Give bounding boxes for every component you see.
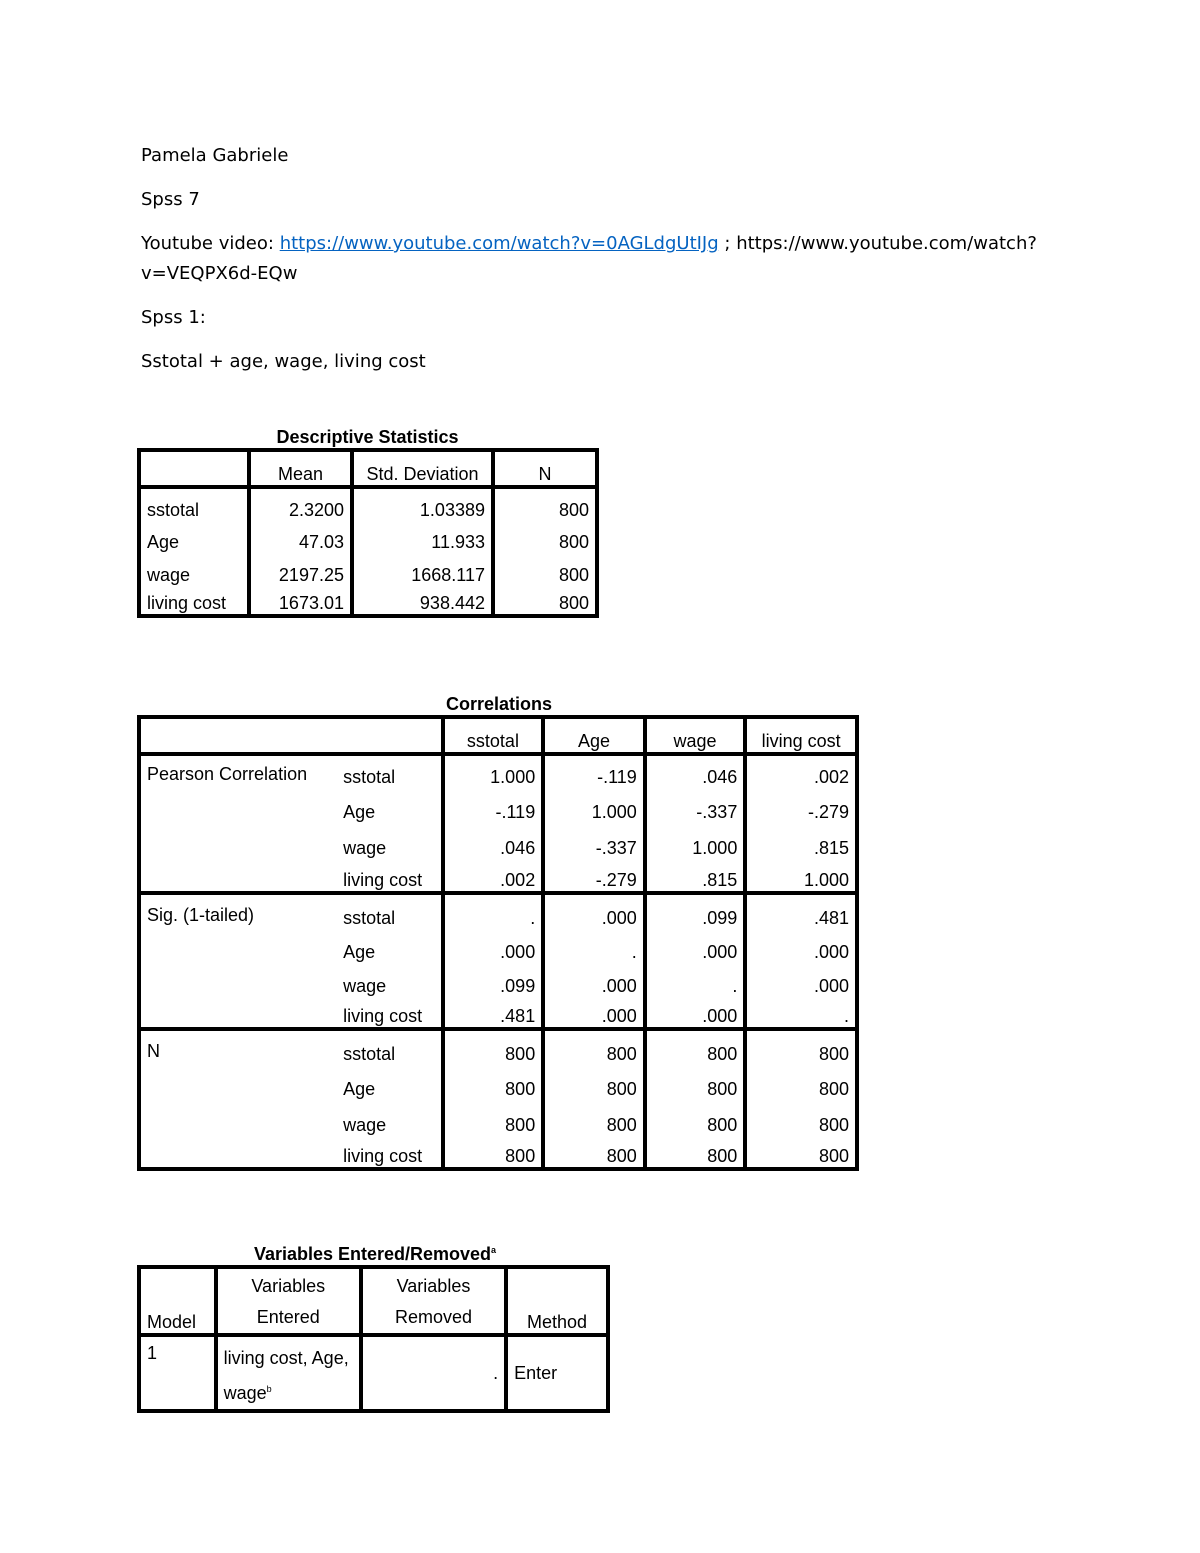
cell-method: Enter — [506, 1335, 608, 1411]
cell-value: .000 — [543, 893, 645, 929]
cell-model: 1 — [147, 1343, 158, 1363]
table-row — [139, 521, 597, 553]
cell-value: .000 — [745, 929, 857, 963]
cell-value: -.279 — [543, 859, 645, 893]
cell-value: 800 — [543, 1100, 645, 1136]
cell-n: 800 — [493, 586, 597, 616]
cell-value: .000 — [443, 929, 544, 963]
header-variables-removed — [361, 1267, 506, 1335]
cell-value: .000 — [645, 997, 746, 1029]
header-model: Model — [139, 1267, 216, 1335]
row-variable: living cost — [337, 859, 443, 893]
cell-value: 800 — [645, 1100, 746, 1136]
cell-value: 800 — [543, 1029, 645, 1065]
entered-line2: wage — [223, 1383, 267, 1403]
cell-value: 800 — [443, 1136, 544, 1169]
cell-value: 1.000 — [645, 823, 746, 859]
cell-mean: 1673.01 — [249, 586, 352, 616]
cell-value: 800 — [745, 1136, 857, 1169]
cell-sd: 1668.117 — [352, 553, 493, 586]
row-variable: living cost — [337, 997, 443, 1029]
header-mean: Mean — [249, 450, 352, 487]
group-label-n: N — [147, 1041, 160, 1061]
cell-value: .815 — [645, 859, 746, 893]
header-empty — [139, 450, 249, 487]
row-variable: sstotal — [343, 908, 396, 928]
cell-value: . — [443, 893, 544, 929]
row-variable: wage — [343, 976, 387, 996]
cell-value: 800 — [443, 1029, 544, 1065]
youtube-line — [141, 233, 1037, 255]
header-removed-line1: Variables — [396, 1276, 471, 1296]
group-label-sig: Sig. (1-tailed) — [139, 893, 337, 1029]
header-wage: wage — [645, 717, 746, 754]
variables-title — [140, 1244, 610, 1265]
table-row — [139, 487, 597, 521]
cell-value: .046 — [443, 823, 544, 859]
header-n: N — [493, 450, 597, 487]
cell-variables-entered — [216, 1335, 361, 1411]
variables-table — [137, 1265, 610, 1413]
cell-n: 800 — [493, 521, 597, 553]
table-row — [139, 1029, 857, 1065]
header-sstotal: sstotal — [443, 717, 544, 754]
cell-value: . — [645, 963, 746, 997]
author-name: Pamela Gabriele — [141, 145, 289, 166]
row-variable: Age — [343, 1079, 376, 1099]
row-variable: Age — [343, 802, 376, 822]
youtube-link-2-part1: https://www.youtube.com/watch? — [736, 233, 1037, 254]
header-entered-line1: Variables — [251, 1276, 326, 1296]
row-variable: sstotal — [343, 1044, 396, 1064]
cell-mean: 2.3200 — [249, 487, 352, 521]
cell-value: .099 — [645, 893, 746, 929]
cell-value: 800 — [645, 1065, 746, 1100]
cell-n: 800 — [493, 487, 597, 521]
header-empty — [139, 717, 443, 754]
table-row — [139, 553, 597, 586]
correlations-table — [137, 715, 859, 1171]
header-living-cost: living cost — [745, 717, 857, 754]
section-title: Spss 1: — [141, 307, 206, 328]
entered-line1: living cost, Age, — [223, 1348, 349, 1368]
cell-value: .000 — [543, 997, 645, 1029]
header-std-deviation: Std. Deviation — [352, 450, 493, 487]
link-separator: ; — [724, 233, 731, 254]
row-variable: Age — [343, 942, 376, 962]
cell-value: 1.000 — [443, 754, 544, 788]
footnote-marker: a — [491, 1245, 497, 1255]
table-row — [139, 893, 857, 929]
cell-value: 800 — [645, 1029, 746, 1065]
descriptives-table — [137, 448, 599, 618]
correlations-title: Correlations — [445, 694, 553, 714]
row-variable: wage — [343, 838, 387, 858]
cell-value: .481 — [443, 997, 544, 1029]
cell-variables-removed: . — [361, 1335, 506, 1411]
cell-value: .002 — [745, 754, 857, 788]
row-label: Age — [147, 532, 180, 552]
cell-value: 800 — [745, 1100, 857, 1136]
cell-mean: 47.03 — [249, 521, 352, 553]
cell-value: 800 — [543, 1065, 645, 1100]
cell-value: -.279 — [745, 788, 857, 823]
cell-sd: 11.933 — [352, 521, 493, 553]
cell-value: .481 — [745, 893, 857, 929]
youtube-link-1[interactable]: https://www.youtube.com/watch?v=0AGLdgUtIJg — [279, 233, 719, 254]
youtube-label: Youtube video: — [141, 233, 274, 254]
cell-value: 800 — [645, 1136, 746, 1169]
model-description: Sstotal + age, wage, living cost — [141, 351, 426, 372]
descriptives-title: Descriptive Statistics — [276, 427, 459, 447]
row-label: sstotal — [147, 500, 200, 520]
group-label-pearson: Pearson Correlation — [139, 754, 337, 893]
header-method: Method — [506, 1267, 608, 1335]
cell-value: 800 — [443, 1065, 544, 1100]
row-label: wage — [147, 565, 191, 585]
row-variable: living cost — [343, 1146, 423, 1166]
cell-value: . — [745, 997, 857, 1029]
table-row — [139, 1335, 608, 1411]
header-age: Age — [543, 717, 645, 754]
cell-value: 800 — [543, 1136, 645, 1169]
cell-value: -.119 — [443, 788, 544, 823]
cell-value: -.337 — [645, 788, 746, 823]
cell-value: -.119 — [543, 754, 645, 788]
cell-value: . — [543, 929, 645, 963]
assignment-title: Spss 7 — [141, 189, 200, 210]
row-variable: wage — [343, 1115, 387, 1135]
youtube-link-2-part2: v=VEQPX6d-EQw — [141, 263, 298, 284]
table-row — [139, 754, 857, 788]
cell-value: -.337 — [543, 823, 645, 859]
variables-title-text: Variables Entered/Removed — [253, 1244, 492, 1264]
header-variables-entered — [216, 1267, 361, 1335]
header-entered-line2: Entered — [256, 1307, 320, 1327]
cell-sd: 938.442 — [352, 586, 493, 616]
cell-value: 1.000 — [745, 859, 857, 893]
cell-sd: 1.03389 — [352, 487, 493, 521]
cell-value: 800 — [745, 1065, 857, 1100]
row-variable: sstotal — [343, 767, 396, 787]
cell-value: .000 — [745, 963, 857, 997]
cell-value: 1.000 — [543, 788, 645, 823]
header-removed-line2: Removed — [394, 1307, 473, 1327]
cell-value: .000 — [543, 963, 645, 997]
table-row — [139, 586, 597, 616]
cell-value: .000 — [645, 929, 746, 963]
cell-n: 800 — [493, 553, 597, 586]
cell-value: 800 — [443, 1100, 544, 1136]
footnote-marker: b — [266, 1384, 272, 1394]
cell-value: 800 — [745, 1029, 857, 1065]
cell-value: .099 — [443, 963, 544, 997]
cell-value: .815 — [745, 823, 857, 859]
cell-value: .002 — [443, 859, 544, 893]
cell-mean: 2197.25 — [249, 553, 352, 586]
row-label: living cost — [147, 593, 227, 613]
cell-value: .046 — [645, 754, 746, 788]
